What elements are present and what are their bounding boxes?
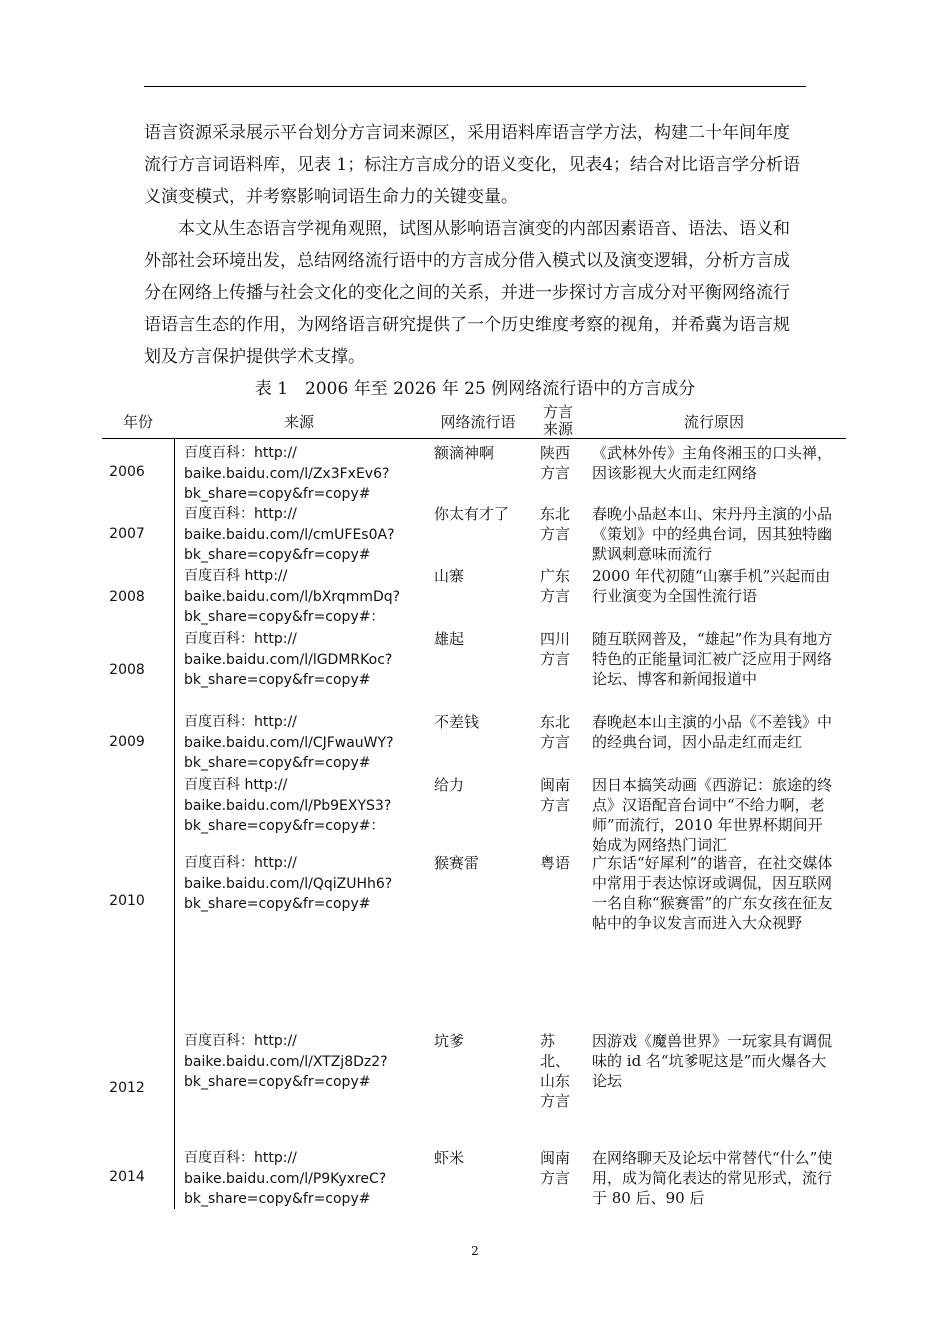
row-year: 2008 (109, 589, 145, 605)
row-reason: 广东话“好犀利”的谐音，在社交媒体中常用于表达惊讶或调侃，因互联网一名自称“猴赛雷”的广东女孩在征友帖中的争议发言而进入大众视野 (592, 854, 833, 932)
row-source: 百度百科：http:// baike.baidu.com/l/lGDMRKoc? bk_share=copy&fr=copy# (184, 631, 393, 688)
row-source: 百度百科：http:// baike.baidu.com/l/Zx3FxEv6? bk_share=copy&fr=copy# (184, 445, 390, 502)
row-reason: 随互联网普及，“雄起”作为具有地方特色的正能量词汇被广泛应用于网络论坛、博客和新闻报道中 (592, 630, 833, 688)
row-term: 猴赛雷 (434, 854, 480, 872)
page-number: 2 (471, 1244, 479, 1258)
header-reason: 流行原因 (683, 413, 744, 431)
row-term: 虾米 (434, 1149, 465, 1167)
body-paragraph-2: 本文从生态语言学视角观照，试图从影响语言演变的内部因素语音、语法、语义和外部社会环境出发，总结网络流行语中的方言成分借入模式以及演变逻辑，分析方言成分在网络上传播与社会文化的变化之间的关系，并进一步探讨方言成分对平衡网络流行语语言生态的作用，为网络语言研究提供了一个历史维度考察的视角，并希冀为语言规划及方言保护提供学术支撑。 (144, 219, 790, 367)
header-rule (144, 86, 806, 87)
row-term: 给力 (434, 776, 465, 794)
row-source: 百度百科：http:// baike.baidu.com/l/XTZj8Dz2? bk_share=copy&fr=copy# (184, 1033, 388, 1090)
row-year: 2014 (109, 1169, 145, 1185)
table-column-divider (174, 439, 175, 1209)
row-dialect: 陕西方言 (540, 444, 571, 482)
row-dialect: 广东方言 (540, 567, 571, 605)
row-reason: 2000 年代初随“山寨手机”兴起而由行业演变为全国性流行语 (592, 567, 831, 605)
row-term: 额滴神啊 (434, 444, 495, 462)
row-reason: 因游戏《魔兽世界》一玩家具有调侃味的 id 名“坑爹呢这是”而火爆各大论坛 (592, 1032, 833, 1090)
row-dialect: 东北方言 (540, 505, 571, 543)
row-year: 2008 (109, 662, 145, 678)
row-year: 2012 (109, 1080, 145, 1096)
row-dialect: 闽南方言 (540, 1149, 571, 1187)
row-source: 百度百科 http:// baike.baidu.com/l/bXrqmmDq? bk_share=copy&fr=copy#： (184, 568, 401, 625)
row-source: 百度百科：http:// baike.baidu.com/l/P9KyxreC? bk_share=copy&fr=copy# (184, 1150, 387, 1207)
row-dialect: 四川方言 (540, 630, 571, 668)
table-caption: 表 1 2006 年至 2026 年 25 例网络流行语中的方言成分 (254, 379, 696, 399)
row-dialect: 东北方言 (540, 713, 571, 751)
row-term: 不差钱 (434, 713, 480, 731)
row-source: 百度百科：http:// baike.baidu.com/l/QqiZUHh6? bk_share=copy&fr=copy# (184, 855, 393, 912)
row-reason: 因日本搞笑动画《西游记：旅途的终点》汉语配音台词中“不给力啊，老师”而流行，2010 年世界杯期间开始成为网络热门词汇 (592, 776, 833, 854)
row-year: 2009 (109, 734, 145, 750)
row-year: 2006 (109, 464, 145, 480)
header-dialect: 方言来源 (542, 403, 573, 438)
row-reason: 《武林外传》主角佟湘玉的口头禅，因该影视大火而走红网络 (592, 444, 833, 482)
header-year: 年份 (122, 413, 153, 431)
row-reason: 春晚小品赵本山、宋丹丹主演的小品《策划》中的经典台词，因其独特幽默讽刺意味而流行 (592, 505, 833, 563)
row-source: 百度百科：http:// baike.baidu.com/l/cmUFEs0A? bk_share=copy&fr=copy# (184, 506, 395, 563)
row-term: 山寨 (434, 567, 465, 585)
body-paragraph-1: 语言资源采录展示平台划分方言词来源区，采用语料库语言学方法，构建二十年间年度流行方言词语料库，见表 1；标注方言成分的语义变化，见表4；结合对比语言学分析语义演变模式，并考察影响词语生命力的关键变量。 (144, 123, 801, 207)
row-term: 你太有才了 (434, 505, 510, 523)
row-year: 2007 (109, 526, 145, 542)
header-source: 来源 (283, 413, 314, 431)
table-header-rule (102, 438, 846, 439)
row-dialect: 苏北、山东方言 (540, 1032, 571, 1110)
row-source: 百度百科：http:// baike.baidu.com/l/CJFwauWY? bk_share=copy&fr=copy# (184, 714, 394, 771)
row-year: 2010 (109, 893, 145, 909)
row-dialect: 闽南方言 (540, 776, 571, 814)
row-term: 雄起 (434, 630, 465, 648)
row-reason: 春晚赵本山主演的小品《不差钱》中的经典台词，因小品走红而走红 (592, 713, 833, 751)
header-term: 网络流行语 (440, 413, 516, 431)
row-source: 百度百科 http:// baike.baidu.com/l/Pb9EXYS3? bk_share=copy&fr=copy#： (184, 777, 392, 834)
row-term: 坑爹 (434, 1032, 465, 1050)
row-reason: 在网络聊天及论坛中常替代“什么”使用，成为简化表达的常见形式，流行于 80 后、90 后 (592, 1149, 833, 1207)
row-dialect: 粤语 (540, 854, 571, 872)
